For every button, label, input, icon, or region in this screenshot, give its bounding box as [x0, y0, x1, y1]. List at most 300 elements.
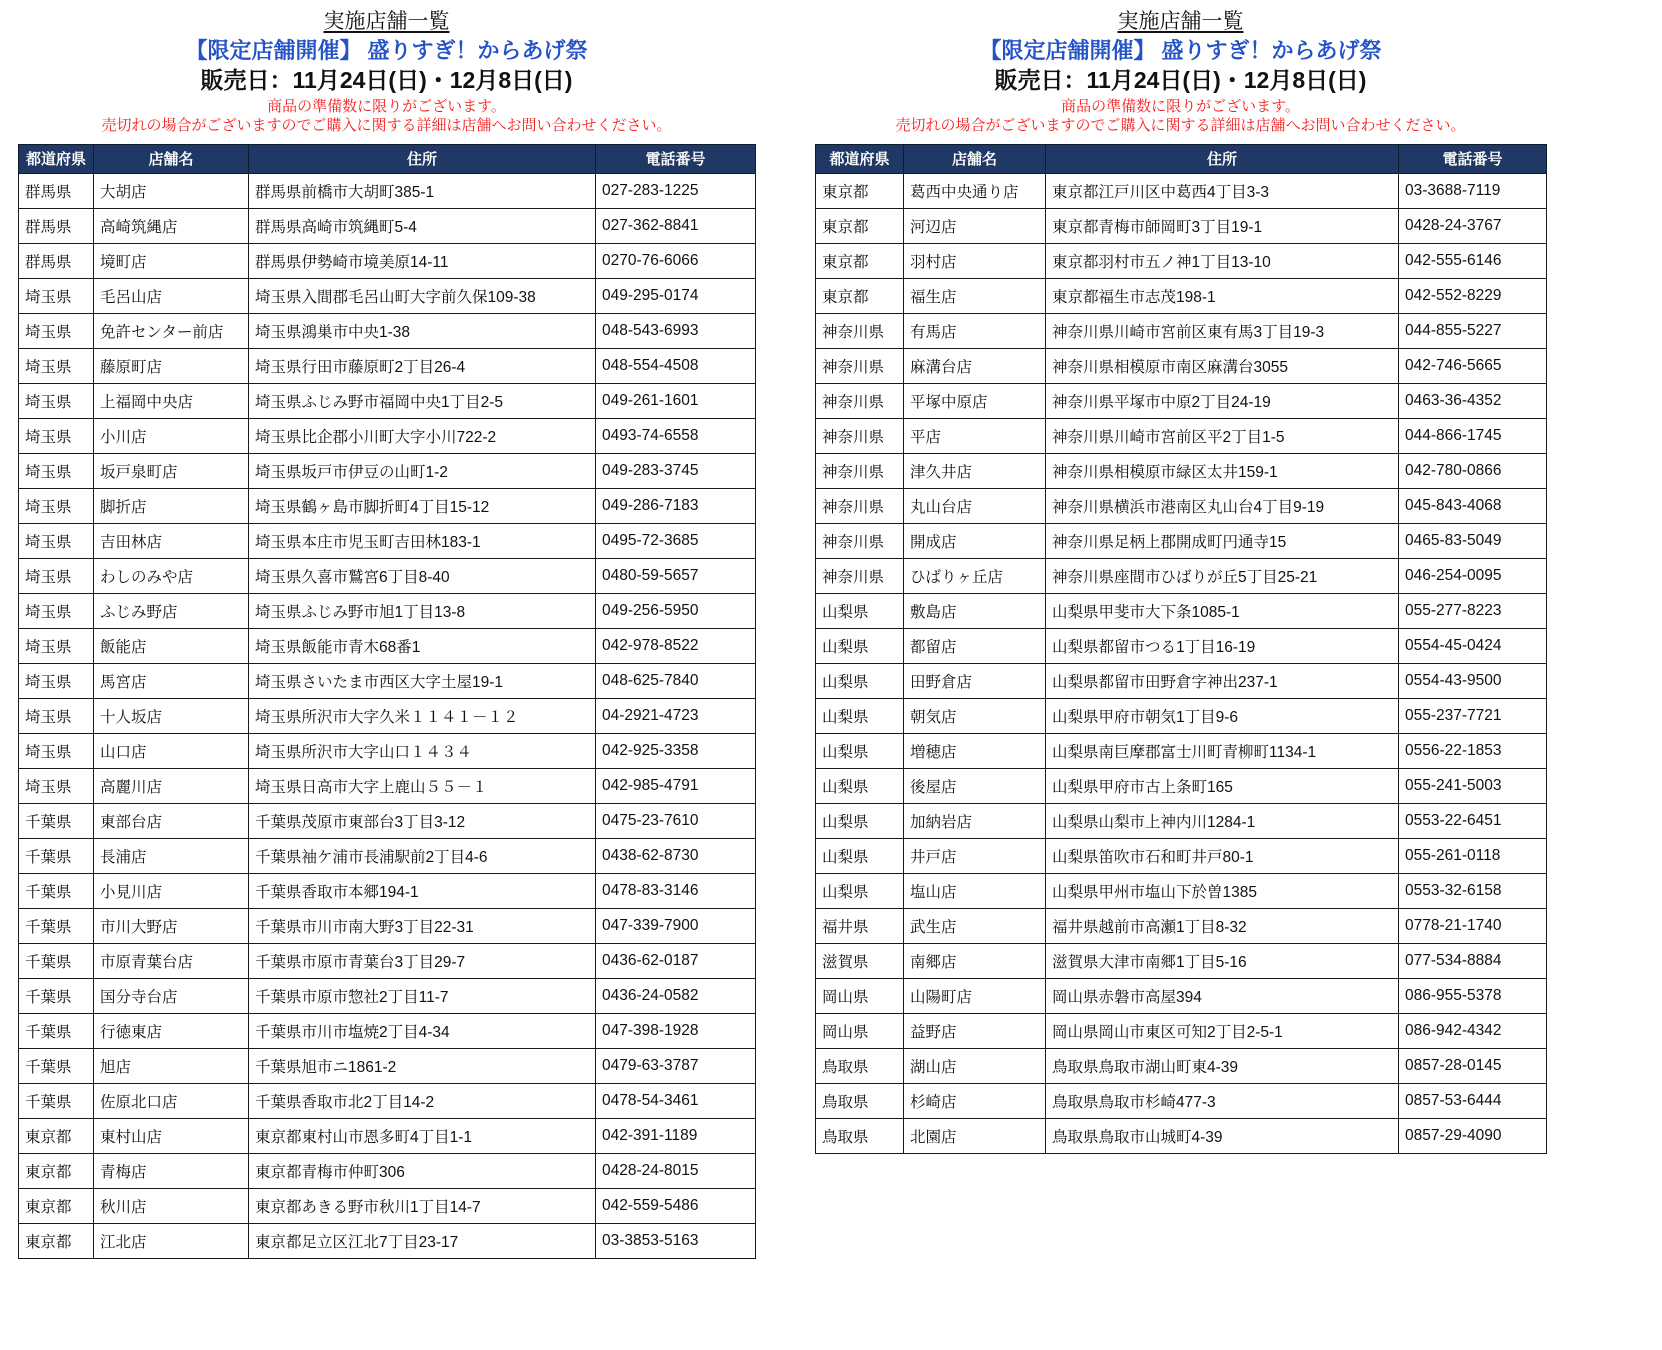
store-name-cell: 吉田林店	[94, 523, 249, 558]
store-name-cell: 麻溝台店	[904, 348, 1046, 383]
store-name-cell: ひばりヶ丘店	[904, 558, 1046, 593]
prefecture-cell: 群馬県	[19, 173, 94, 208]
address-cell: 千葉県旭市ニ1861-2	[249, 1048, 596, 1083]
phone-cell: 042-780-0866	[1399, 453, 1547, 488]
prefecture-cell: 埼玉県	[19, 418, 94, 453]
store-name-cell: 田野倉店	[904, 663, 1046, 698]
phone-cell: 0857-28-0145	[1399, 1048, 1547, 1083]
table-row	[19, 1223, 756, 1258]
table-row	[816, 838, 1547, 873]
prefecture-cell: 東京都	[19, 1153, 94, 1188]
prefecture-cell: 千葉県	[19, 908, 94, 943]
store-name-cell: 藤原町店	[94, 348, 249, 383]
phone-cell: 077-534-8884	[1399, 943, 1547, 978]
table-row	[19, 698, 756, 733]
phone-cell: 0554-45-0424	[1399, 628, 1547, 663]
phone-cell: 0553-22-6451	[1399, 803, 1547, 838]
address-cell: 千葉県市川市塩焼2丁目4-34	[249, 1013, 596, 1048]
store-name-cell: 大胡店	[94, 173, 249, 208]
phone-cell: 0465-83-5049	[1399, 523, 1547, 558]
phone-cell: 045-843-4068	[1399, 488, 1547, 523]
panel-header	[815, 8, 1546, 136]
store-name-cell: 秋川店	[94, 1188, 249, 1223]
prefecture-cell: 埼玉県	[19, 558, 94, 593]
table-row	[19, 278, 756, 313]
table-row	[816, 1083, 1547, 1118]
prefecture-cell: 山梨県	[816, 698, 904, 733]
phone-cell: 047-339-7900	[596, 908, 756, 943]
table-row	[19, 768, 756, 803]
address-cell: 千葉県袖ケ浦市長浦駅前2丁目4-6	[249, 838, 596, 873]
phone-cell: 0478-54-3461	[596, 1083, 756, 1118]
phone-cell: 0493-74-6558	[596, 418, 756, 453]
address-cell: 岡山県岡山市東区可知2丁目2-5-1	[1046, 1013, 1399, 1048]
store-name-cell: 津久井店	[904, 453, 1046, 488]
store-name-cell: 脚折店	[94, 488, 249, 523]
phone-cell: 0428-24-3767	[1399, 208, 1547, 243]
table-row	[816, 278, 1547, 313]
prefecture-cell: 埼玉県	[19, 523, 94, 558]
table-row	[816, 733, 1547, 768]
prefecture-cell: 山梨県	[816, 838, 904, 873]
table-row	[19, 1013, 756, 1048]
address-cell: 埼玉県坂戸市伊豆の山町1-2	[249, 453, 596, 488]
address-cell: 群馬県高崎市筑縄町5-4	[249, 208, 596, 243]
prefecture-cell: 埼玉県	[19, 733, 94, 768]
prefecture-cell: 埼玉県	[19, 488, 94, 523]
prefecture-cell: 東京都	[816, 173, 904, 208]
store-name-cell: ふじみ野店	[94, 593, 249, 628]
store-list-panel-right	[815, 8, 1546, 1259]
table-row	[816, 1048, 1547, 1083]
table-row	[816, 803, 1547, 838]
prefecture-cell: 鳥取県	[816, 1118, 904, 1153]
table-row	[19, 733, 756, 768]
column-header: 住所	[249, 144, 596, 173]
table-row	[816, 208, 1547, 243]
address-cell: 山梨県甲州市塩山下於曽1385	[1046, 873, 1399, 908]
phone-cell: 042-555-6146	[1399, 243, 1547, 278]
table-row	[816, 383, 1547, 418]
phone-cell: 0857-53-6444	[1399, 1083, 1547, 1118]
store-name-cell: 益野店	[904, 1013, 1046, 1048]
prefecture-cell: 埼玉県	[19, 628, 94, 663]
prefecture-cell: 千葉県	[19, 1048, 94, 1083]
address-cell: 埼玉県所沢市大字久米１１４１－１２	[249, 698, 596, 733]
phone-cell: 055-237-7721	[1399, 698, 1547, 733]
table-row	[816, 943, 1547, 978]
address-cell: 神奈川県川崎市宮前区平2丁目1-5	[1046, 418, 1399, 453]
prefecture-cell: 神奈川県	[816, 523, 904, 558]
store-name-cell: 高崎筑縄店	[94, 208, 249, 243]
table-row	[816, 313, 1547, 348]
campaign-subtitle: 【限定店舗開催】 盛りすぎ！からあげ祭	[185, 38, 588, 64]
table-row	[19, 908, 756, 943]
prefecture-cell: 岡山県	[816, 978, 904, 1013]
phone-cell: 03-3853-5163	[596, 1223, 756, 1258]
store-name-cell: 市川大野店	[94, 908, 249, 943]
table-row	[19, 453, 756, 488]
address-cell: 東京都足立区江北7丁目23-17	[249, 1223, 596, 1258]
warning-stock-note: 商品の準備数に限りがございます。	[1061, 98, 1300, 116]
prefecture-cell: 山梨県	[816, 733, 904, 768]
phone-cell: 049-256-5950	[596, 593, 756, 628]
table-row	[19, 348, 756, 383]
table-row	[816, 488, 1547, 523]
address-cell: 鳥取県鳥取市杉崎477-3	[1046, 1083, 1399, 1118]
prefecture-cell: 山梨県	[816, 803, 904, 838]
phone-cell: 0428-24-8015	[596, 1153, 756, 1188]
phone-cell: 048-554-4508	[596, 348, 756, 383]
prefecture-cell: 埼玉県	[19, 383, 94, 418]
prefecture-cell: 埼玉県	[19, 593, 94, 628]
address-cell: 神奈川県平塚市中原2丁目24-19	[1046, 383, 1399, 418]
prefecture-cell: 鳥取県	[816, 1048, 904, 1083]
table-row	[816, 768, 1547, 803]
store-name-cell: 加納岩店	[904, 803, 1046, 838]
address-cell: 千葉県香取市北2丁目14-2	[249, 1083, 596, 1118]
page-title: 実施店舗一覧	[1117, 10, 1244, 33]
phone-cell: 055-241-5003	[1399, 768, 1547, 803]
store-name-cell: 丸山台店	[904, 488, 1046, 523]
phone-cell: 0270-76-6066	[596, 243, 756, 278]
table-row	[19, 1153, 756, 1188]
prefecture-cell: 東京都	[19, 1188, 94, 1223]
store-name-cell: 井戸店	[904, 838, 1046, 873]
table-row	[816, 523, 1547, 558]
store-name-cell: 飯能店	[94, 628, 249, 663]
table-row	[19, 208, 756, 243]
prefecture-cell: 山梨県	[816, 593, 904, 628]
page-title: 実施店舗一覧	[323, 10, 450, 33]
address-cell: 神奈川県足柄上郡開成町円通寺15	[1046, 523, 1399, 558]
phone-cell: 0478-83-3146	[596, 873, 756, 908]
phone-cell: 055-261-0118	[1399, 838, 1547, 873]
panel-header	[18, 8, 755, 136]
table-row	[816, 418, 1547, 453]
table-row	[816, 348, 1547, 383]
phone-cell: 0479-63-3787	[596, 1048, 756, 1083]
prefecture-cell: 滋賀県	[816, 943, 904, 978]
address-cell: 埼玉県鶴ヶ島市脚折町4丁目15-12	[249, 488, 596, 523]
phone-cell: 086-942-4342	[1399, 1013, 1547, 1048]
column-header: 住所	[1046, 144, 1399, 173]
table-row	[816, 978, 1547, 1013]
address-cell: 東京都福生市志茂198-1	[1046, 278, 1399, 313]
address-cell: 東京都青梅市仲町306	[249, 1153, 596, 1188]
prefecture-cell: 山梨県	[816, 768, 904, 803]
address-cell: 東京都羽村市五ノ神1丁目13-10	[1046, 243, 1399, 278]
store-table-right	[815, 144, 1547, 1154]
address-cell: 埼玉県所沢市大字山口１４３４	[249, 733, 596, 768]
store-name-cell: 後屋店	[904, 768, 1046, 803]
store-name-cell: 小見川店	[94, 873, 249, 908]
address-cell: 山梨県甲府市朝気1丁目9-6	[1046, 698, 1399, 733]
store-name-cell: わしのみや店	[94, 558, 249, 593]
phone-cell: 0436-24-0582	[596, 978, 756, 1013]
phone-cell: 046-254-0095	[1399, 558, 1547, 593]
table-row	[19, 663, 756, 698]
address-cell: 山梨県都留市つる1丁目16-19	[1046, 628, 1399, 663]
table-row	[816, 908, 1547, 943]
prefecture-cell: 千葉県	[19, 873, 94, 908]
prefecture-cell: 神奈川県	[816, 383, 904, 418]
store-name-cell: 佐原北口店	[94, 1083, 249, 1118]
store-name-cell: 青梅店	[94, 1153, 249, 1188]
phone-cell: 049-261-1601	[596, 383, 756, 418]
table-row	[19, 873, 756, 908]
phone-cell: 0463-36-4352	[1399, 383, 1547, 418]
campaign-subtitle: 【限定店舗開催】 盛りすぎ！からあげ祭	[979, 38, 1382, 64]
store-name-cell: 旭店	[94, 1048, 249, 1083]
store-name-cell: 平店	[904, 418, 1046, 453]
table-row	[816, 1118, 1547, 1153]
store-name-cell: 塩山店	[904, 873, 1046, 908]
table-row	[19, 1118, 756, 1153]
phone-cell: 04-2921-4723	[596, 698, 756, 733]
phone-cell: 0553-32-6158	[1399, 873, 1547, 908]
prefecture-cell: 群馬県	[19, 243, 94, 278]
phone-cell: 0480-59-5657	[596, 558, 756, 593]
phone-cell: 042-391-1189	[596, 1118, 756, 1153]
prefecture-cell: 山梨県	[816, 663, 904, 698]
phone-cell: 042-978-8522	[596, 628, 756, 663]
table-row	[19, 803, 756, 838]
table-row	[816, 593, 1547, 628]
store-name-cell: 河辺店	[904, 208, 1046, 243]
store-name-cell: 山口店	[94, 733, 249, 768]
store-name-cell: 北園店	[904, 1118, 1046, 1153]
address-cell: 岡山県赤磐市高屋394	[1046, 978, 1399, 1013]
table-row	[19, 593, 756, 628]
address-cell: 山梨県笛吹市石和町井戸80-1	[1046, 838, 1399, 873]
store-name-cell: 長浦店	[94, 838, 249, 873]
column-header: 都道府県	[19, 144, 94, 173]
address-cell: 埼玉県入間郡毛呂山町大字前久保109-38	[249, 278, 596, 313]
prefecture-cell: 岡山県	[816, 1013, 904, 1048]
table-row	[816, 243, 1547, 278]
table-row	[816, 1013, 1547, 1048]
address-cell: 埼玉県久喜市鷲宮6丁目8-40	[249, 558, 596, 593]
table-row	[19, 383, 756, 418]
store-name-cell: 葛西中央通り店	[904, 173, 1046, 208]
address-cell: 埼玉県飯能市青木68番1	[249, 628, 596, 663]
store-name-cell: 馬宮店	[94, 663, 249, 698]
address-cell: 山梨県南巨摩郡富士川町青柳町1134-1	[1046, 733, 1399, 768]
prefecture-cell: 山梨県	[816, 628, 904, 663]
column-header: 電話番号	[596, 144, 756, 173]
store-name-cell: 毛呂山店	[94, 278, 249, 313]
store-name-cell: 山陽町店	[904, 978, 1046, 1013]
prefecture-cell: 鳥取県	[816, 1083, 904, 1118]
store-name-cell: 免許センター前店	[94, 313, 249, 348]
address-cell: 埼玉県行田市藤原町2丁目26-4	[249, 348, 596, 383]
warning-stock-note: 商品の準備数に限りがございます。	[267, 98, 506, 116]
store-list-panel-left	[18, 8, 755, 1259]
table-row	[19, 523, 756, 558]
address-cell: 神奈川県相模原市緑区太井159-1	[1046, 453, 1399, 488]
prefecture-cell: 千葉県	[19, 943, 94, 978]
prefecture-cell: 東京都	[816, 278, 904, 313]
prefecture-cell: 神奈川県	[816, 313, 904, 348]
store-name-cell: 江北店	[94, 1223, 249, 1258]
store-name-cell: 小川店	[94, 418, 249, 453]
prefecture-cell: 千葉県	[19, 803, 94, 838]
address-cell: 群馬県前橋市大胡町385-1	[249, 173, 596, 208]
phone-cell: 049-283-3745	[596, 453, 756, 488]
table-row	[19, 418, 756, 453]
prefecture-cell: 東京都	[19, 1223, 94, 1258]
prefecture-cell: 東京都	[816, 243, 904, 278]
table-row	[19, 838, 756, 873]
address-cell: 東京都青梅市師岡町3丁目19-1	[1046, 208, 1399, 243]
phone-cell: 027-283-1225	[596, 173, 756, 208]
address-cell: 東京都江戸川区中葛西4丁目3-3	[1046, 173, 1399, 208]
store-name-cell: 朝気店	[904, 698, 1046, 733]
phone-cell: 0495-72-3685	[596, 523, 756, 558]
address-cell: 山梨県山梨市上神内川1284-1	[1046, 803, 1399, 838]
phone-cell: 042-925-3358	[596, 733, 756, 768]
prefecture-cell: 千葉県	[19, 1013, 94, 1048]
table-row	[816, 663, 1547, 698]
address-cell: 千葉県茂原市東部台3丁目3-12	[249, 803, 596, 838]
warning-soldout-note: 売切れの場合がございますのでご購入に関する詳細は店舗へお問い合わせください。	[101, 117, 672, 135]
store-name-cell: 羽村店	[904, 243, 1046, 278]
store-name-cell: 市原青葉台店	[94, 943, 249, 978]
phone-cell: 0857-29-4090	[1399, 1118, 1547, 1153]
store-name-cell: 杉崎店	[904, 1083, 1046, 1118]
address-cell: 山梨県都留市田野倉字神出237-1	[1046, 663, 1399, 698]
store-name-cell: 境町店	[94, 243, 249, 278]
prefecture-cell: 埼玉県	[19, 768, 94, 803]
table-row	[816, 698, 1547, 733]
store-name-cell: 福生店	[904, 278, 1046, 313]
column-header: 電話番号	[1399, 144, 1547, 173]
table-header-row	[816, 144, 1547, 173]
store-table-left	[18, 144, 756, 1259]
store-name-cell: 東村山店	[94, 1118, 249, 1153]
store-name-cell: 上福岡中央店	[94, 383, 249, 418]
phone-cell: 042-746-5665	[1399, 348, 1547, 383]
table-row	[19, 488, 756, 523]
table-row	[816, 173, 1547, 208]
phone-cell: 048-625-7840	[596, 663, 756, 698]
column-header: 都道府県	[816, 144, 904, 173]
address-cell: 群馬県伊勢崎市境美原14-11	[249, 243, 596, 278]
phone-cell: 03-3688-7119	[1399, 173, 1547, 208]
table-row	[19, 243, 756, 278]
phone-cell: 042-559-5486	[596, 1188, 756, 1223]
address-cell: 埼玉県日高市大字上鹿山５５－１	[249, 768, 596, 803]
store-name-cell: 開成店	[904, 523, 1046, 558]
phone-cell: 0436-62-0187	[596, 943, 756, 978]
address-cell: 埼玉県ふじみ野市福岡中央1丁目2-5	[249, 383, 596, 418]
phone-cell: 0556-22-1853	[1399, 733, 1547, 768]
address-cell: 埼玉県比企郡小川町大字小川722-2	[249, 418, 596, 453]
address-cell: 福井県越前市高瀬1丁目8-32	[1046, 908, 1399, 943]
table-row	[816, 558, 1547, 593]
address-cell: 東京都東村山市恩多町4丁目1-1	[249, 1118, 596, 1153]
prefecture-cell: 東京都	[816, 208, 904, 243]
store-name-cell: 都留店	[904, 628, 1046, 663]
table-row	[19, 1188, 756, 1223]
phone-cell: 0554-43-9500	[1399, 663, 1547, 698]
phone-cell: 042-985-4791	[596, 768, 756, 803]
table-row	[816, 453, 1547, 488]
prefecture-cell: 福井県	[816, 908, 904, 943]
store-name-cell: 増穂店	[904, 733, 1046, 768]
prefecture-cell: 埼玉県	[19, 698, 94, 733]
store-name-cell: 南郷店	[904, 943, 1046, 978]
store-name-cell: 高麗川店	[94, 768, 249, 803]
table-row	[19, 313, 756, 348]
store-name-cell: 東部台店	[94, 803, 249, 838]
table-row	[19, 628, 756, 663]
phone-cell: 086-955-5378	[1399, 978, 1547, 1013]
address-cell: 千葉県市原市青葉台3丁目29-7	[249, 943, 596, 978]
phone-cell: 0475-23-7610	[596, 803, 756, 838]
store-name-cell: 有馬店	[904, 313, 1046, 348]
table-row	[19, 1048, 756, 1083]
prefecture-cell: 埼玉県	[19, 278, 94, 313]
prefecture-cell: 埼玉県	[19, 663, 94, 698]
store-name-cell: 平塚中原店	[904, 383, 1046, 418]
prefecture-cell: 東京都	[19, 1118, 94, 1153]
table-row	[816, 628, 1547, 663]
column-header: 店舗名	[904, 144, 1046, 173]
address-cell: 神奈川県相模原市南区麻溝台3055	[1046, 348, 1399, 383]
store-name-cell: 武生店	[904, 908, 1046, 943]
table-row	[816, 873, 1547, 908]
address-cell: 埼玉県本庄市児玉町吉田林183-1	[249, 523, 596, 558]
store-name-cell: 坂戸泉町店	[94, 453, 249, 488]
address-cell: 東京都あきる野市秋川1丁目14-7	[249, 1188, 596, 1223]
address-cell: 山梨県甲斐市大下条1085-1	[1046, 593, 1399, 628]
table-row	[19, 173, 756, 208]
store-name-cell: 十人坂店	[94, 698, 249, 733]
address-cell: 鳥取県鳥取市山城町4-39	[1046, 1118, 1399, 1153]
address-cell: 神奈川県川崎市宮前区東有馬3丁目19-3	[1046, 313, 1399, 348]
address-cell: 千葉県市原市惣社2丁目11-7	[249, 978, 596, 1013]
column-header: 店舗名	[94, 144, 249, 173]
prefecture-cell: 神奈川県	[816, 418, 904, 453]
address-cell: 鳥取県鳥取市湖山町東4-39	[1046, 1048, 1399, 1083]
prefecture-cell: 千葉県	[19, 838, 94, 873]
prefecture-cell: 神奈川県	[816, 348, 904, 383]
address-cell: 千葉県香取市本郷194-1	[249, 873, 596, 908]
prefecture-cell: 神奈川県	[816, 488, 904, 523]
phone-cell: 049-295-0174	[596, 278, 756, 313]
store-name-cell: 湖山店	[904, 1048, 1046, 1083]
address-cell: 千葉県市川市南大野3丁目22-31	[249, 908, 596, 943]
phone-cell: 055-277-8223	[1399, 593, 1547, 628]
phone-cell: 027-362-8841	[596, 208, 756, 243]
prefecture-cell: 千葉県	[19, 1083, 94, 1118]
address-cell: 埼玉県ふじみ野市旭1丁目13-8	[249, 593, 596, 628]
store-name-cell: 国分寺台店	[94, 978, 249, 1013]
warning-soldout-note: 売切れの場合がございますのでご購入に関する詳細は店舗へお問い合わせください。	[895, 117, 1466, 135]
prefecture-cell: 埼玉県	[19, 313, 94, 348]
prefecture-cell: 埼玉県	[19, 453, 94, 488]
prefecture-cell: 神奈川県	[816, 558, 904, 593]
store-name-cell: 敷島店	[904, 593, 1046, 628]
store-name-cell: 行徳東店	[94, 1013, 249, 1048]
phone-cell: 049-286-7183	[596, 488, 756, 523]
address-cell: 神奈川県横浜市港南区丸山台4丁目9-19	[1046, 488, 1399, 523]
prefecture-cell: 山梨県	[816, 873, 904, 908]
address-cell: 山梨県甲府市古上条町165	[1046, 768, 1399, 803]
address-cell: 滋賀県大津市南郷1丁目5-16	[1046, 943, 1399, 978]
